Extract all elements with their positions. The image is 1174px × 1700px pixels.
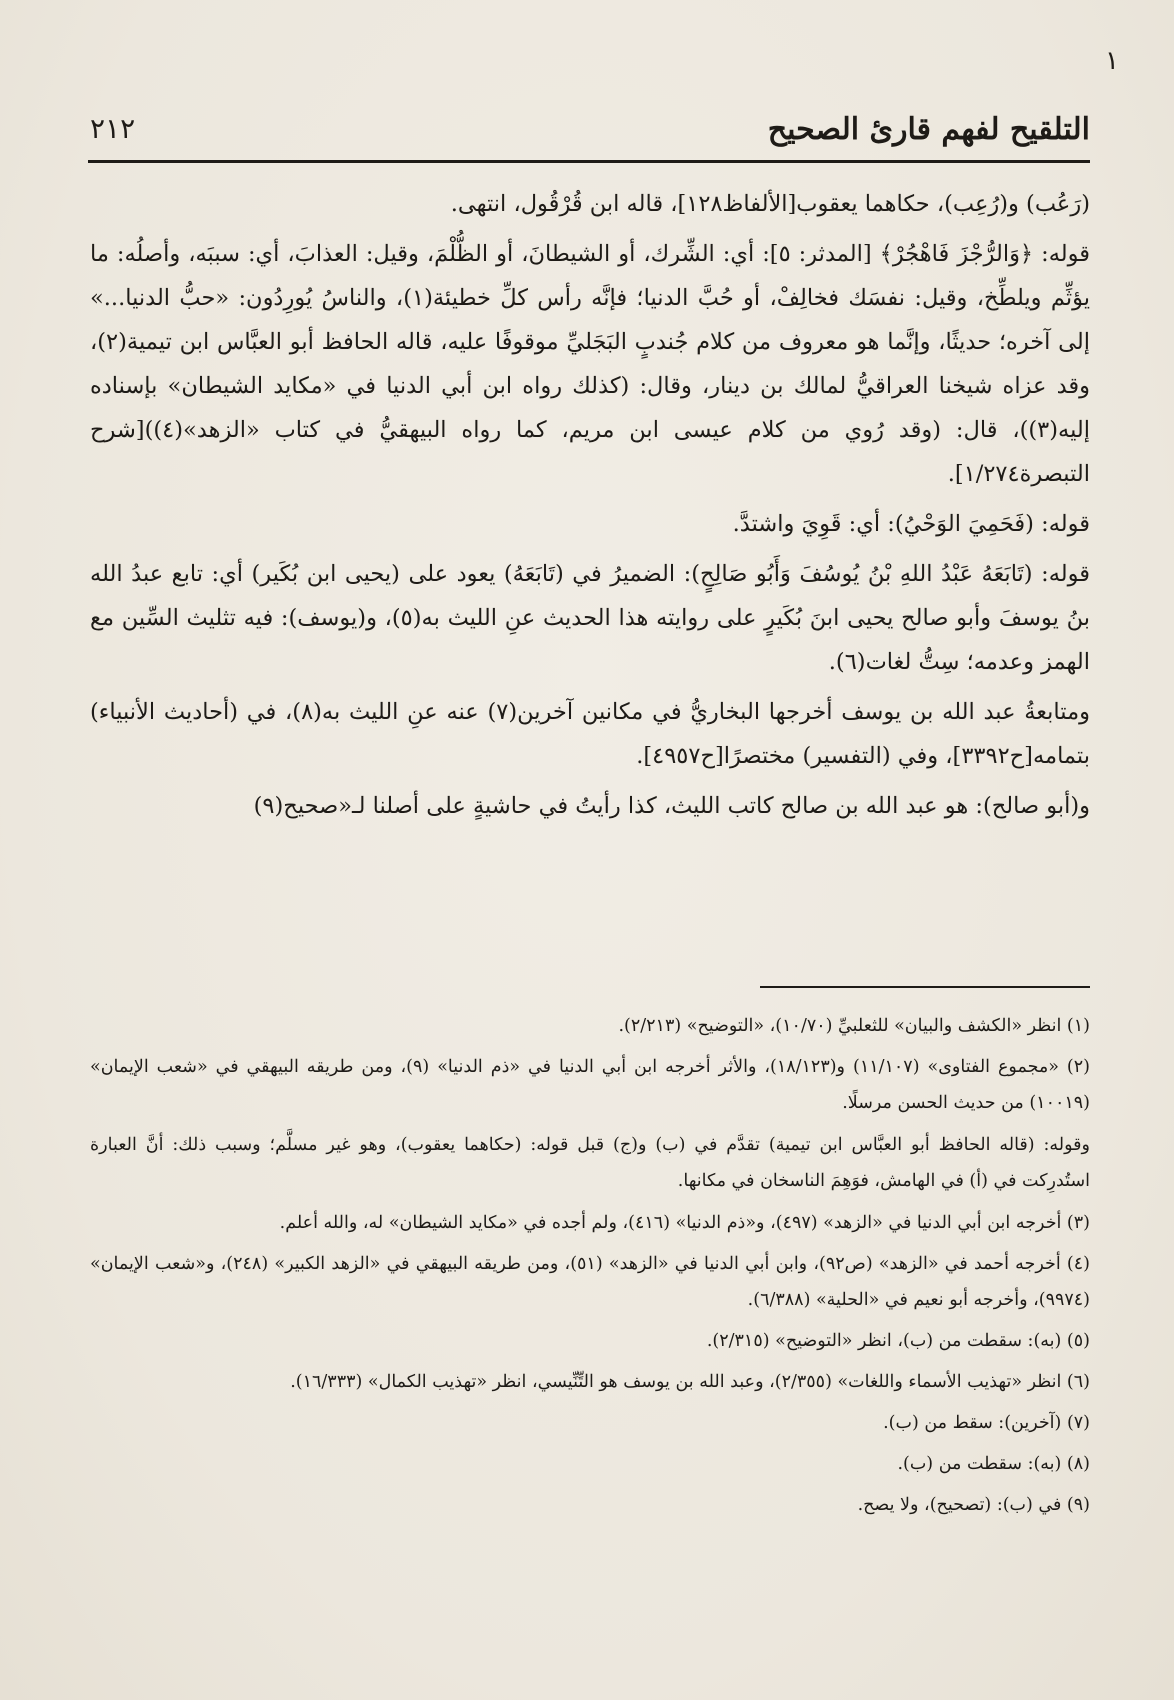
footnote: (٧) (آخرين): سقط من (ب). [883,1413,1090,1433]
footnote: (٢) «مجموع الفتاوى» (١١/١٠٧) و(١٨/١٢٣)، والأثر أخرجه ابن أبي الدنيا في «ذم الدنيا» (٩)، ومن طريقه البيهقي في «شعب الإيمان» (١٠٠١٩) من حديث الحسن مرسلًا. [90,1057,1090,1113]
footnote: (١) انظر «الكشف والبيان» للثعلبيِّ (١٠/٧٠)، «التوضيح» (٢/٢١٣). [618,1016,1090,1036]
footnote: (٨) (به): سقطت من (ب). [897,1454,1090,1474]
footnote: (٦) انظر «تهذيب الأسماء واللغات» (٢/٣٥٥)، وعبد الله بن يوسف هو التِّنِّيسي، انظر «تهذيب الكمال» (١٦/٣٣٣). [290,1372,1090,1392]
paragraph: (رَعُب) و(رُعِب)، حكاهما يعقوب[الألفاظ١٢٨]، قاله ابن قُرْقُول، انتهى. [450,191,1090,217]
footnote: (٩) في (ب): (تصحيح)، ولا يصح. [857,1495,1090,1515]
footnote: (٥) (به): سقطت من (ب)، انظر «التوضيح» (٢/٣١٥). [706,1331,1090,1351]
page-number: ٢١٢ [90,112,136,145]
paragraph: و(أبو صالح): هو عبد الله بن صالح كاتب الليث، كذا رأيتُ في حاشيةٍ على أصلنا لـ«صحيح(٩) [253,793,1090,819]
footnotes [90,1008,1090,1528]
header-rule [88,160,1090,163]
footnote: (٣) أخرجه ابن أبي الدنيا في «الزهد» (٤٩٧)، و«ذم الدنيا» (٤١٦)، ولم أجده في «مكايد الشيطان» له، والله أعلم. [279,1213,1090,1233]
main-text [90,182,1090,828]
footnote-separator [760,986,1090,988]
paragraph: ومتابعةُ عبد الله بن يوسف أخرجها البخاريُّ في مكانين آخرين(٧) عنه عنِ الليث به(٨)، في (أحاديث الأنبياء) بتمامه[ح٣٣٩٢]، وفي (التفسير) مختصرًا[ح٤٩٥٧]. [90,699,1090,769]
running-header [90,108,1090,158]
paragraph: قوله: (فَحَمِيَ الوَحْيُ): أي: قَوِيَ واشتدَّ. [732,511,1090,537]
paragraph: قوله: (تَابَعَهُ عَبْدُ اللهِ بْنُ يُوسُفَ وَأَبُو صَالِحٍ): الضميرُ في (تَابَعَهُ) يعود على (يحيى ابن بُكَير) أي: تابع عبدُ الله بنُ يوسفَ وأبو صالح يحيى ابنَ بُكَيرٍ على روايته هذا الحديث عنِ الليث به(٥)، و(يوسف): فيه تثليث السِّين مع الهمز وعدمه؛ سِتُّ لغات(٦). [90,561,1090,675]
paragraph: قوله: ﴿وَالرُّجْزَ فَاهْجُرْ﴾ [المدثر: ٥]: أي: الشِّرك، أو الشيطانَ، أو الظُّلْمَ، وقيل: العذابَ، أي: سببَه، وأصلُه: ما يؤثِّم ويلطِّخ، وقيل: نفسَك فخالِفْ، أو حُبَّ الدنيا؛ فإنَّه رأس كلِّ خطيئة(١)، والناسُ يُورِدُون: «حبُّ الدنيا...» إلى آخره؛ حديثًا، وإنَّما هو معروف من كلام جُندبٍ البَجَليِّ موقوفًا عليه، قاله الحافظ أبو العبَّاس ابن تيمية(٢)، وقد عزاه شيخنا العراقيُّ لمالك بن دينار، وقال: (كذلك رواه ابن أبي الدنيا في «مكايد الشيطان» بإسناده إليه(٣))، قال: (وقد رُوي من كلام عيسى ابن مريم، كما رواه البيهقيُّ في كتاب «الزهد»(٤))[شرح التبصرة١/٢٧٤]. [90,241,1090,487]
footnote: (٤) أخرجه أحمد في «الزهد» (ص٩٢)، وابن أبي الدنيا في «الزهد» (٥١)، ومن طريقه البيهقي في «الزهد الكبير» (٢٤٨)، و«شعب الإيمان» (٩٩٧٤)، وأخرجه أبو نعيم في «الحلية» (٦/٣٨٨). [90,1254,1090,1310]
footnote-continuation: وقوله: (قاله الحافظ أبو العبَّاس ابن تيمية) تقدَّم في (ب) و(ج) قبل قوله: (حكاهما يعقوب)، وهو غير مسلَّم؛ وسبب ذلك: أنَّ العبارة استُدرِكت في (أ) في الهامش، فوَهِمَ الناسخان في مكانها. [90,1135,1090,1191]
corner-number: ١ [1105,46,1119,76]
book-title: التلقيح لفهم قارئ الصحيح [767,112,1090,147]
